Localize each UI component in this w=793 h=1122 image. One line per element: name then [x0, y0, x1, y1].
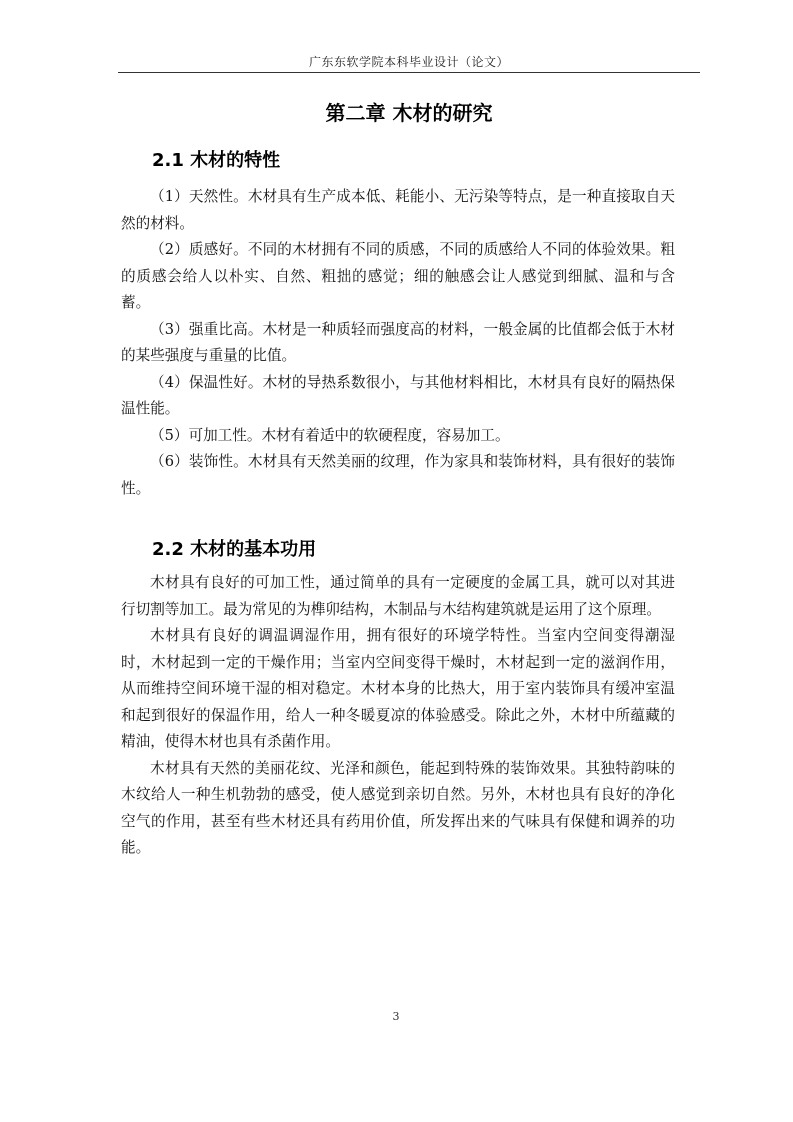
paragraph: （4）保温性好。木材的导热系数很小，与其他材料相比，木材具有良好的隔热保温性能。: [121, 373, 675, 417]
running-header: 广东东软学院本科毕业设计（论文）: [308, 55, 509, 69]
section-2-2-body: [121, 570, 675, 862]
header-rule: [118, 72, 700, 73]
chapter-title: 第二章 木材的研究: [325, 101, 493, 125]
paragraph: 木材具有天然的美丽花纹、光泽和颜色，能起到特殊的装饰效果。其独特韵味的木纹给人一种生机勃勃的感受，使人感觉到亲切自然。另外，木材也具有良好的净化空气的作用，甚至有些木材还具有药用价值，所发挥出来的气味具有保健和调养的功能。: [121, 759, 675, 856]
paragraph: 木材具有良好的可加工性，通过简单的具有一定硬度的金属工具，就可以对其进行切割等加工。最为常见的为榫卯结构，木制品与木结构建筑就是运用了这个原理。: [121, 574, 675, 618]
paragraph: （6）装饰性。木材具有天然美丽的纹理，作为家具和装饰材料，具有很好的装饰性。: [121, 453, 675, 497]
paragraph: （1）天然性。木材具有生产成本低、耗能小、无污染等特点，是一种直接取自天然的材料。: [121, 188, 675, 232]
paragraph: （3）强重比高。木材是一种质轻而强度高的材料，一般金属的比值都会低于木材的某些强度与重量的比值。: [121, 320, 675, 364]
paragraph: 木材具有良好的调温调湿作用，拥有很好的环境学特性。当室内空间变得潮湿时，木材起到一定的干燥作用；当室内空间变得干燥时，木材起到一定的滋润作用，从而维持空间环境干湿的相对稳定。木材本身的比热大，用于室内装饰具有缓冲室温和起到很好的保温作用，给人一种冬暖夏凉的体验感受。除此之外，木材中所蕴藏的精油，使得木材也具有杀菌作用。: [121, 627, 675, 750]
section-title-2-2: 2.2 木材的基本功用: [152, 539, 317, 560]
section-2-1-body: [121, 184, 675, 502]
section-title-2-1: 2.1 木材的特性: [152, 150, 281, 171]
paragraph: （5）可加工性。木材有着适中的软硬程度，容易加工。: [150, 426, 510, 444]
page-number: 3: [392, 1010, 400, 1023]
paragraph: （2）质感好。不同的木材拥有不同的质感，不同的质感给人不同的体验效果。粗的质感会给人以朴实、自然、粗拙的感觉；细的触感会让人感觉到细腻、温和与含蓄。: [121, 241, 675, 311]
